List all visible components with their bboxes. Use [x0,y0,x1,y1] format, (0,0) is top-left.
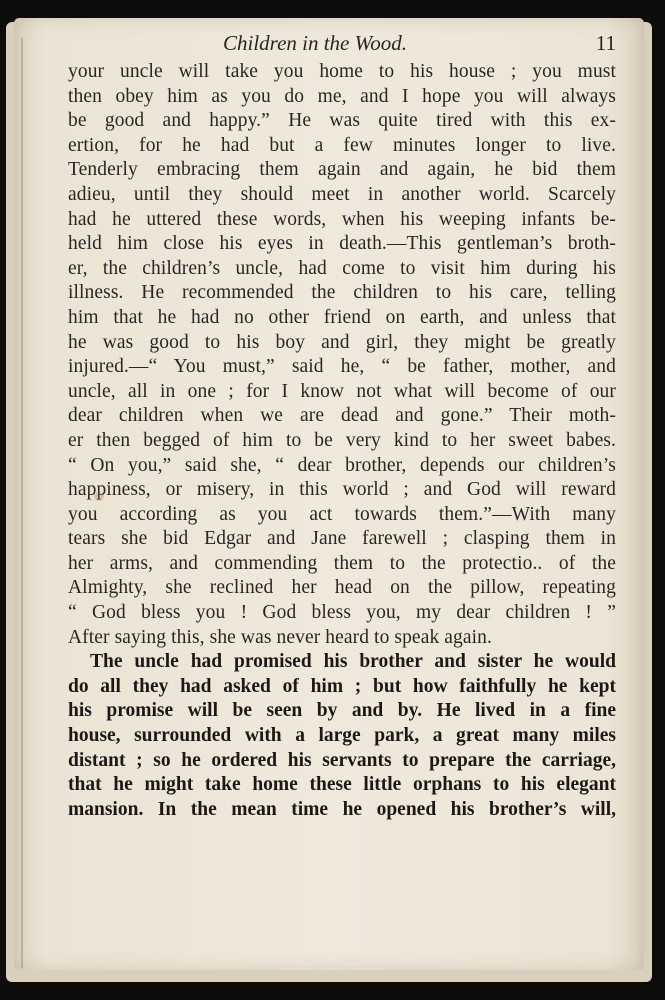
text-line: do all they had asked of him ; but how faithfully he kept [68,675,616,697]
text-line: her arms, and commending them to the protectio.. of the [68,552,616,574]
text-line: that he might take home these little orphans to his elegant [68,774,616,796]
gutter-line [21,38,23,968]
text-line: he was good to his boy and girl, they might be greatly [68,331,616,353]
page-header [68,30,616,60]
text-line: happiness, or misery, in this world ; and God will reward [68,479,616,501]
text-line: held him close his eyes in death.—This gentleman’s broth- [68,233,616,255]
text-line: house, surrounded with a large park, a great many miles [68,725,616,747]
text-line: The uncle had promised his brother and sister he would [90,651,616,673]
text-line: After saying this, she was never heard to speak again. [68,626,492,648]
text-line: then obey him as you do me, and I hope you will always [68,85,616,107]
running-title: Children in the Wood. [223,31,407,55]
paper-stain [94,492,104,501]
text-line: him that he had no other friend on earth, and unless that [68,306,616,328]
text-line: “ On you,” said she, “ dear brother, depends our children’s [68,454,616,476]
text-line: tears she bid Edgar and Jane farewell ; clasping them in [68,528,616,550]
body-text [68,60,616,822]
text-line: distant ; so he ordered his servants to prepare the carriage, [68,749,616,771]
page-number: 11 [595,31,616,55]
text-line: be good and happy.” He was quite tired with this ex- [68,110,616,132]
text-line: Almighty, she reclined her head on the pillow, repeating [68,577,616,599]
text-line: er then begged of him to be very kind to her sweet babes. [68,429,616,451]
text-line: dear children when we are dead and gone.” Their moth- [68,405,616,427]
text-line: adieu, until they should meet in another world. Scarcely [68,183,616,205]
text-line: Tenderly embracing them again and again, he bid them [68,159,616,181]
text-line: injured.—“ You must,” said he, “ be father, mother, and [68,356,616,378]
text-line: er, the children’s uncle, had come to visit him during his [68,257,616,279]
text-line: his promise will be seen by and by. He lived in a fine [68,700,616,722]
text-line: “ God bless you ! God bless you, my dear children ! ” [68,602,616,624]
text-line: mansion. In the mean time he opened his brother’s will, [68,798,616,820]
text-line: ertion, for he had but a few minutes longer to live. [68,134,616,156]
text-line: illness. He recommended the children to his care, telling [68,282,616,304]
text-line: uncle, all in one ; for I know not what will become of our [68,380,616,402]
text-line: you according as you act towards them.”—With many [68,503,616,525]
text-line: had he uttered these words, when his weeping infants be- [68,208,616,230]
text-line: your uncle will take you home to his house ; you must [68,61,616,82]
